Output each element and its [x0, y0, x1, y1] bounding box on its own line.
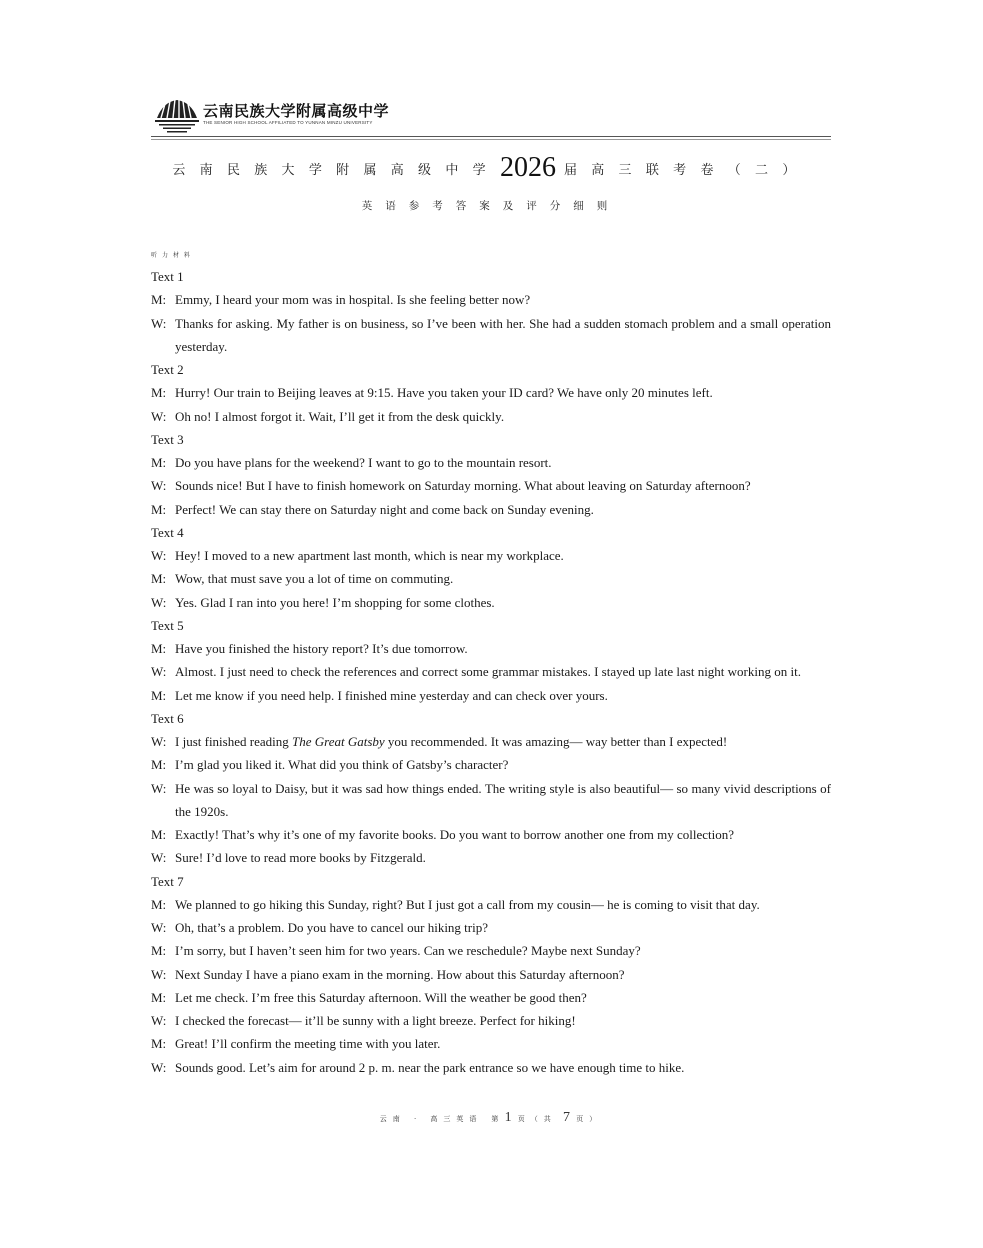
- dialogue-line: [151, 823, 831, 846]
- speaker: M:: [151, 687, 167, 703]
- speaker: W:: [151, 548, 167, 563]
- school-logo-chinese-name: 云南民族大学附属高级中学: [203, 102, 390, 120]
- dialogue-line: [151, 660, 831, 683]
- speaker: M:: [151, 292, 167, 308]
- dialogue-line: [151, 916, 831, 939]
- utterance: Exactly! That’s why it’s one of my favorite books. Do you want to borrow another one from my collection?: [175, 827, 734, 842]
- school-emblem-icon: [153, 96, 201, 134]
- utterance: Let me check. I’m free this Saturday afternoon. Will the weather be good then?: [175, 989, 587, 1005]
- speaker: W:: [151, 920, 167, 935]
- dialogue-line: [151, 498, 831, 521]
- dialogue-line: [151, 381, 831, 404]
- dialogue-line: [151, 288, 831, 311]
- utterance: He was so loyal to Daisy, but it was sad how things ended. The writing style is also beautiful— so many vivid descriptions of the 1920s.: [175, 780, 831, 819]
- speaker: M:: [151, 571, 167, 587]
- speaker: M:: [151, 757, 167, 773]
- utterance: Let me know if you need help. I finished mine yesterday and can check over yours.: [175, 687, 608, 703]
- speaker: W:: [151, 408, 167, 424]
- document-subtitle: 英语参考答案及评分细则: [361, 200, 621, 212]
- footer-page-end: 页）: [576, 1115, 603, 1123]
- speaker: W:: [151, 315, 167, 331]
- utterance: I’m sorry, but I haven’t seen him for two years. Can we reschedule? Maybe next Sunday?: [175, 943, 641, 959]
- dialogue-line: [151, 893, 831, 916]
- speaker: W:: [151, 734, 167, 749]
- header-rule-bottom: [151, 139, 831, 140]
- utterance-part: you recommended. It was amazing— way better than I expected!: [384, 734, 728, 749]
- speaker: W:: [151, 1059, 167, 1075]
- document-title: [151, 150, 831, 186]
- dialogue-line: [151, 730, 831, 753]
- speaker: M:: [151, 827, 167, 842]
- speaker: M:: [151, 1036, 167, 1052]
- utterance: Do you have plans for the weekend? I want to go to the mountain resort.: [175, 455, 552, 470]
- utterance: Great! I’ll confirm the meeting time with you later.: [175, 1036, 441, 1052]
- dialogue-line: [151, 474, 831, 497]
- speaker: W:: [151, 850, 167, 866]
- footer-page-number: 1: [504, 1110, 512, 1125]
- utterance: [175, 730, 831, 753]
- speaker: M:: [151, 989, 167, 1005]
- school-logo-english-name: THE SENIOR HIGH SCHOOL AFFILIATED TO YUNNAN MINZU UNIVERSITY: [203, 120, 373, 125]
- dialogue-line: [151, 963, 831, 986]
- listening-transcript: [151, 265, 831, 1079]
- dialogue-line: [151, 544, 831, 567]
- text-heading: Text 3: [151, 431, 184, 447]
- text-heading: Text 5: [151, 617, 184, 633]
- speaker: M:: [151, 501, 167, 517]
- text-heading: Text 4: [151, 524, 184, 540]
- page-footer: [151, 1110, 831, 1126]
- dialogue-line: [151, 777, 831, 824]
- speaker: W:: [151, 966, 167, 982]
- title-school-name: 云南民族大学附属高级中学: [172, 162, 500, 178]
- utterance: Emmy, I heard your mom was in hospital. Is she feeling better now?: [175, 292, 531, 308]
- dialogue-line: [151, 567, 831, 590]
- utterance: I checked the forecast— it’ll be sunny with a light breeze. Perfect for hiking!: [175, 1013, 576, 1028]
- footer-prefix: 云南 · 高三英语: [379, 1115, 483, 1123]
- utterance: Sounds nice! But I have to finish homework on Saturday morning. What about leaving on Saturday afternoon?: [175, 478, 751, 494]
- title-year: 2026: [499, 152, 556, 183]
- footer-total-pages: 7: [563, 1110, 571, 1125]
- speaker: W:: [151, 780, 167, 796]
- dialogue-line: [151, 846, 831, 869]
- dialogue-line: [151, 1009, 831, 1032]
- title-exam-name: 届高三联考卷（二）: [563, 162, 810, 178]
- dialogue-line: [151, 1032, 831, 1055]
- speaker: W:: [151, 478, 167, 494]
- utterance: Sounds good. Let’s aim for around 2 p. m. near the park entrance so we have enough time to hike.: [175, 1059, 685, 1075]
- speaker: W:: [151, 1013, 167, 1028]
- speaker: W:: [151, 664, 167, 680]
- utterance: I’m glad you liked it. What did you think of Gatsby’s character?: [175, 757, 509, 773]
- header-rule-top: [151, 136, 831, 137]
- utterance: Perfect! We can stay there on Saturday night and come back on Sunday evening.: [175, 501, 594, 517]
- dialogue-line: [151, 1056, 831, 1079]
- footer-page-mid: 页（共: [517, 1115, 557, 1123]
- speaker: M:: [151, 896, 167, 912]
- dialogue-line: [151, 684, 831, 707]
- utterance: Next Sunday I have a piano exam in the morning. How about this Saturday afternoon?: [175, 966, 625, 982]
- dialogue-line: [151, 986, 831, 1009]
- speaker: M:: [151, 641, 167, 656]
- utterance: Thanks for asking. My father is on business, so I’ve been with her. She had a sudden stomach problem and a small operation yesterday.: [175, 315, 831, 354]
- dialogue-line: [151, 405, 831, 428]
- speaker: M:: [151, 943, 167, 959]
- utterance: Oh no! I almost forgot it. Wait, I’ll get it from the desk quickly.: [175, 408, 505, 424]
- text-heading: Text 2: [151, 362, 184, 377]
- speaker: M:: [151, 385, 167, 401]
- dialogue-line: [151, 939, 831, 962]
- dialogue-line: [151, 753, 831, 776]
- utterance-part: I just finished reading: [175, 734, 292, 749]
- utterance: Yes. Glad I ran into you here! I’m shopping for some clothes.: [175, 594, 495, 610]
- text-heading: Text 7: [151, 873, 184, 889]
- utterance: Hurry! Our train to Beijing leaves at 9:15. Have you taken your ID card? We have only 20 minutes left.: [175, 385, 713, 401]
- school-logo: [153, 96, 390, 134]
- utterance: Oh, that’s a problem. Do you have to cancel our hiking trip?: [175, 920, 489, 935]
- text-heading: Text 1: [151, 269, 184, 284]
- dialogue-line: [151, 451, 831, 474]
- book-title: The Great Gatsby: [291, 734, 385, 749]
- utterance: Sure! I’d love to read more books by Fitzgerald.: [175, 850, 426, 866]
- utterance: Hey! I moved to a new apartment last month, which is near my workplace.: [175, 548, 564, 563]
- dialogue-line: [151, 637, 831, 660]
- dialogue-line: [151, 312, 831, 359]
- text-heading: Text 6: [151, 710, 184, 726]
- utterance: We planned to go hiking this Sunday, right? But I just got a call from my cousin— he is coming to visit that day.: [175, 896, 760, 912]
- utterance: Have you finished the history report? It’s due tomorrow.: [175, 641, 468, 656]
- utterance: Almost. I just need to check the references and correct some grammar mistakes. I stayed up late last night working on it.: [175, 664, 801, 680]
- speaker: M:: [151, 455, 167, 470]
- speaker: W:: [151, 594, 167, 610]
- section-label: 听力材料: [151, 252, 196, 259]
- utterance: Wow, that must save you a lot of time on commuting.: [175, 571, 454, 587]
- footer-page-word: 第: [491, 1115, 499, 1123]
- dialogue-line: [151, 591, 831, 614]
